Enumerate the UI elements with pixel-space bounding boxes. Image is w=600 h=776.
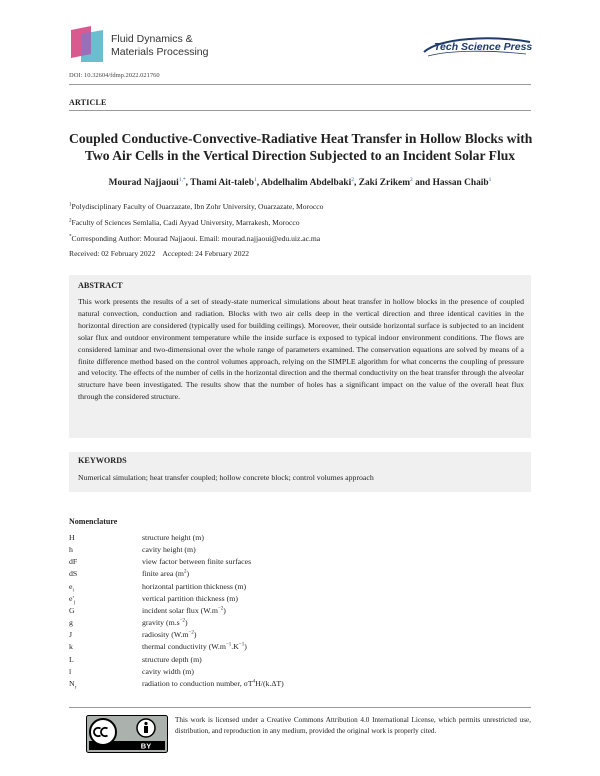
author-name: Hassan Chaib (432, 178, 489, 189)
article-type: ARTICLE (69, 98, 107, 107)
nomenclature-symbol: g (69, 618, 73, 628)
abstract-text: This work presents the results of a set of steady-state numerical simulations about heat transfer in hollow blocks in the presence of coupled natural convection, conduction and radiation. Blocks with two air cells deep in the vertical direction and three identical cavities in the horizontal direction are considered (typically used for building ceilings). Moreover, their outside horizontal surface is subjected to an incident solar flux and outdoor environment temperature while the inside surface is exposed to typical indoor environment conditions. The flows are considered laminar and two-dimensional over the whole range of parameters examined. The conservation equations are solved by means of a finite difference method based on the control volumes approach, relying on the SIMPLE algorithm for what concerns the coupling of pressure and velocity. The effects of the number of cells in the horizontal direction and the thermal conductivity on the heat transfer through the alveolar structure have been investigated. The results show that the number of holes has a significant impact on the value of the overall heat flux through the considered structure. (78, 297, 524, 402)
nomenclature-symbol: $e_i$ (69, 581, 74, 594)
nomenclature-definition: radiosity $(W.m^{-2})$ (142, 630, 197, 640)
author-list: Mourad Najjaoui$^{1,*}$, Thami Ait-taleb$^1$, Abdelhalim Abdelbaki$^2$, Zaki Zrikem$^2$ and Hassan Chaib$^1$ (108, 177, 492, 189)
author-affiliation-mark: 1 (488, 177, 492, 183)
dates: Received: 02 February 2022 Accepted: 24 February 2022 (69, 249, 250, 258)
nomenclature-symbol: h (69, 545, 73, 555)
keywords-heading: KEYWORDS (78, 456, 127, 465)
author-name: Mourad Najjaoui (108, 178, 179, 189)
nomenclature-symbol: H (69, 533, 75, 542)
nomenclature-symbol: dF (69, 557, 78, 567)
author-affiliation-mark: 1,* (178, 177, 186, 183)
nomenclature-definition: cavity width (m) (142, 666, 194, 676)
nomenclature-definition: gravity $(m.s^{-2})$ (142, 618, 188, 628)
nomenclature-definition: finite area $(m^2)$ (142, 569, 190, 579)
keywords-text: Numerical simulation; heat transfer coupled; hollow concrete block; control volumes approach (78, 473, 374, 482)
author-affiliation-mark: 1 (253, 177, 257, 183)
header-divider (69, 84, 531, 85)
corresponding-author: *Corresponding Author: Mourad Najjaoui. Email: mourad.najjaoui@edu.uiz.ac.ma (69, 234, 321, 243)
nomenclature-symbol: G (69, 605, 75, 615)
footer-divider (69, 707, 531, 708)
journal-name: Fluid Dynamics & Materials Processing (111, 33, 209, 58)
nomenclature-definition: cavity height (m) (142, 545, 196, 555)
nomenclature-definition: structure height (m) (142, 533, 204, 542)
nomenclature-symbol: $e'_j$ (69, 593, 76, 606)
license-text: This work is licensed under a Creative Commons Attribution 4.0 International License, which permits unrestricted use, distribution, and reproduction in any medium, provided the original work is properly cited. (175, 716, 531, 735)
nomenclature-heading: Nomenclature (69, 517, 118, 526)
publisher-logo (420, 36, 532, 60)
nomenclature-definition: structure depth (m) (142, 654, 202, 664)
cc-by-license-badge[interactable] (86, 715, 168, 753)
nomenclature-symbol: k (69, 642, 73, 652)
nomenclature-definition: incident solar flux $(W.m^{-2})$ (142, 605, 226, 615)
nomenclature-symbol: dS (69, 569, 78, 579)
nomenclature-definition: radiation to conduction number, $\sigma T^4H/(k.\Delta T)$ (142, 678, 284, 688)
author-name: Zaki Zrikem (358, 178, 411, 189)
by-label: BY (140, 741, 152, 751)
paper-title: Coupled Conductive-Convective-Radiative Heat Transfer in Hollow Blocks with Two Air Cells in the Vertical Direction Subjected to an Incident Solar Flux (69, 131, 533, 163)
affiliation-2: $^2$Faculty of Sciences Semlalia, Cadi Ayyad University, Marrakesh, Morocco (69, 218, 300, 227)
nomenclature-definition: vertical partition thickness (m) (142, 593, 238, 603)
keywords-box (69, 452, 531, 492)
nomenclature-symbol: J (69, 630, 73, 640)
journal-logo (69, 24, 105, 64)
author-affiliation-mark: 2 (351, 177, 355, 183)
author-name: Abdelhalim Abdelbaki (260, 178, 352, 189)
nomenclature-symbol: l (69, 666, 72, 676)
author-name: Thami Ait-taleb (190, 178, 254, 189)
doi[interactable]: DOI: 10.32604/fdmp.2022.021760 (69, 72, 160, 79)
nomenclature-definition: view factor between finite surfaces (142, 557, 252, 567)
abstract-heading: ABSTRACT (78, 281, 123, 290)
nomenclature-definition: thermal conductivity $(W.m^{-1}.K^{-1})$ (142, 642, 247, 652)
nomenclature-symbol: L (69, 654, 74, 664)
author-affiliation-mark: 2 (410, 177, 413, 183)
publisher-name: Tech Science Press (434, 41, 533, 53)
nomenclature-symbol: $N_r$ (69, 678, 77, 691)
title-divider (69, 110, 531, 111)
nomenclature-definition: horizontal partition thickness (m) (142, 581, 247, 591)
affiliation-1: $^1$Polydisciplinary Faculty of Ouarzazate, Ibn Zohr University, Ouarzazate, Morocco (69, 202, 324, 211)
